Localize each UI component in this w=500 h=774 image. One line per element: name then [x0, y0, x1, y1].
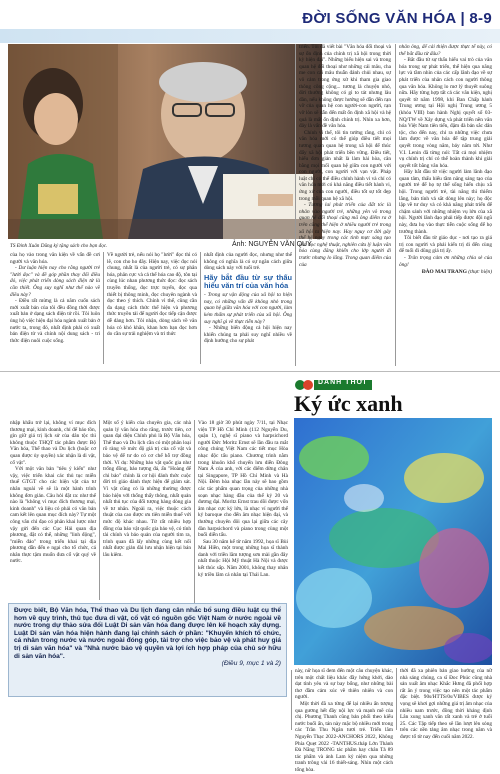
paragraph: triển. Tôi đã viết bài "Văn hóa đối thoại và sự ổn định của chính trị xã hội trong thời kỳ hiện đại". Những biểu hiện sai và trong quan hệ đối thoại như những cái mâu, cha me con cái mâu thuẫn đánh chủi nhau, sự vô cảm trong ứng xử khi tham gia giao thông công cộng... tương là chuyện nhỏ, đời thường không có gì to tát nhưng lâu dần, nếu không được hướng sẽ dẫn đến rạn vỡ của quan hệ con người-con người, rạn vỡ lòn sẽ dẫn đến mất ổn định xã hội và hệ quả là mất ổn định chính trị. Nhìn xa hơn, đây là vấn đề văn hóa. [299, 44, 391, 130]
article2-col1 [10, 420, 96, 565]
paragraph: Một thời đã xa từng để lại nhiều ấn tượng qua gương hết đầy nội lực và mạnh mẽ của chị. Phương Thanh cũng bản phối theo kiểu nước buổi ấn, tán này mặc bộ nhiều mới trong các Trần Thu Ngân tươi trẻ. Triển lãm Nguyễn Thạc 2022-ANCHORS 2022, Không Phía Quẹt 2022 -TANTHUS.tháp Lớn Thành Đà Nẵng TRONG tác phẩm hay chân Tả 89 tác phẩm và ảnh Lam kỷ niệm qua những tranh trông vài 16 thiết-sáng. Nhìn một cách tổng hòa. [295, 700, 393, 773]
column-rule [200, 252, 201, 364]
subheading: Hãy bắt đầu từ sự thấu hiểu văn trí của văn hóa [204, 272, 292, 290]
paragraph: - Điều rất mừng là cả năm cuốn sách mới xuất bản của tôi đều đồng thời được xuất bản ở dạng sách điện tử rồi. Tôi luôn ủng hộ việc hiện đại hóa ngành xuất bản ở nước ta, trong đó, nhất định phải có xuất bản điện tử và chính nội dung sách - tri thức điện nuôi cuộc sống. [10, 298, 100, 344]
paragraph: Tôi biết đầu từ giáo dục - nơi tạo ra giá trị con người và phải kiến trị di đến cùng để tuổi đi dũng giá trị ấy. [399, 235, 492, 255]
paragraph: - Bắt đầu từ sự thấu hiểu vai trò của văn hóa trong sự phát triển, thể hiện qua năng lực và tầm nhìn của các cấp lãnh đạo về sự phát triển của nhân cách con người thông qua văn hóa. Không lo mơ lý thuyết suông nữa. Hãy từng hợp tất cả các văn kiện, nghị quyết từ năm 1998, khi Ban Chấp hành Trung ương tại Hội nghị Trung ương 5 (khóa VIII) ban hành Nghị quyết số 03-NQ/TW về Xây dựng và phát triển nền văn hóa Việt Nam tiên tiến, đậm đà bản sắc dân tộc, cho đến nay, chỉ ra những việc chưa làm được về văn hóa để tập trung giải quyết trong vòng năm, bảy năm tới. Như V.I. Lenin đã từng nói: Tất cả mọi nhiệm vụ chính trị chỉ có thể hoàn thành khi giải quyết tốt bằng văn hóa. [399, 57, 492, 169]
highlight-text [9, 604, 286, 671]
column-rule [291, 670, 292, 730]
paragraph: Hãy bắt đầu từ việc người làm lãnh đạo quan tâm, thấu hiểu tầm nâng sáng tạo của người trẻ để họ tự thể sống hiến chịu xã hội. Trong người trẻ, tài năng thì thiếm lắng, bản tính vả sắt dòng lên này; họ độc lập về tư duy và có khả năng phát triển để chậm sánh với những nhiệm vụ lớn của xã hội. Người lãnh đạo phải tiếp được đội ngũ này, đưa họ vào thực tiễn cuộc sống để họ trưởng thành. [399, 169, 492, 235]
page-header: ĐỜI SỐNG VĂN HÓA | 8-9 [302, 10, 492, 27]
byline [399, 269, 492, 276]
article2-col4 [295, 668, 393, 774]
paragraph: Với một văn bản "tiêu ý kiến" như vậy, việc triển khai các thủ tục miễn thuế GTGT cho các hiện vật của tư nhân ngoài về sẽ là một hành trình không đơn giản. Câu hỏi đặt ra: như thế nào là "không vì mục đích thương mại, kinh doanh" và liệu có phải có văn bản cam kết lên quan mục đích này? Tự một công văn chỉ đạo có phân khai lược như vậy gửi đến các Cục Hải quan địa phương, đặt có thể, những "linh động", "miễn đảo" trong triển khai tại địa phương dẫn đến e ngại cho tổ chức, cá nhân thực tậm muốn đưa cổ vật quý về nước. [10, 466, 96, 565]
section-title: Ký ức xanh [294, 391, 403, 416]
article2-col5 [400, 668, 492, 741]
highlight-body: Được biết, Bộ Văn hóa, Thể thao và Du lịch đang cân nhắc bổ sung điều luật cụ thể hơn về quy trình, thủ tục đưa di vật, cổ vật có nguồn gốc Việt Nam ở nước ngoài về nước trong dự thảo sửa đổi Luật Di sản văn hóa đang được lên kế hoạch xây dựng. Luật Di sản văn hóa hiện hành đang lại chính sách ở phần: "Khuyến khích tổ chức, cá nhân trong nước và nước ngoài đóng góp, tài trợ cho việc bảo vệ và phát huy giá trị di sản văn hóa" và "Nhà nước bảo vệ quyền và lợi ích hợp pháp của chủ sở hữu di sản văn hóa". [14, 607, 281, 660]
paragraph: Sau 30 năm kể từ năm 1992, họa sĩ Bùi Mai Hiền, một trong những họa sĩ thành danh với triền lãm tượng sơn mài gần đây nhất thuộc Hội Mỹ thuật Hà Nội và được kết thúc sắp. Năm 2001, không thay nhân kỷ triền lãm cá nhân tại Thái Lan. [198, 538, 288, 578]
question: nhân ông, để cải thiện được thực tế này, có thể bắt đầu từ đâu? [399, 44, 492, 57]
question: - Dư luận hiện nay cho rằng người trẻ "lười đọc" và đề góp phần thay đổi điều đó, việc phát triển dòng sách điện tử là cần thiết. Ông suy nghĩ như thế nào về điều này? [10, 265, 100, 298]
article1-col3 [204, 252, 292, 345]
painting-illustration [294, 418, 492, 665]
paragraph: nhất định của người đọc, nhưng như thế không có nghĩa là có sự ngăn cách giữa dòng sách này với tuổi trẻ. [204, 252, 292, 272]
article1-col4 [299, 44, 391, 268]
photo-illustration [8, 44, 322, 239]
question: - Tương lai phát triển của đất tóc là nhân vào người trẻ, những yên vô trong quan hệ đối thoại cũng mã ông điểm ra ở trên cũng thể hiện ở nhiều người trẻ trong xã hội ta hiện nay. Hay nguy cơ đời gây thể hệ ngay trong các tình mực sáng tạo văn học nghệ thuật, nghiên cứu lý luận văn hóa cùng đăng khiến cho lớp người đi trước nhưng lo lắng. Trong quan điểm của của [299, 202, 391, 268]
header-band [0, 29, 500, 43]
column-rule [395, 44, 396, 366]
article-photo [8, 44, 322, 239]
column-rule [99, 420, 100, 600]
paragraph: Một số ý kiến của chuyên gia, các nhà quản lý văn hóa cho rằng, trước tiên, cơ quan đại diện Chính phủ là Bộ Văn hóa, Thể thao và Du lịch cần có một phân loại rõ ràng về mức độ giá trị của cổ vật và bảo vệ để tư do có cơ chế hỗ trợ đồng thời. Ví dụ: Những bảo vật quốc gia như trống đồng, bảo tượng đá, ấn "Hoàng để chi bảo" chính là cơ hội đánh thức cuộc đời tri giáo dành thực hiện để giám sát. Vì vật cũng có là những thường được bảo hiện với thống thấy thông, nhất quản nhất thủ tục của đối tượng hàng dòng gia về tư nhân. Ngoài ra, việc thuộc cách thuật của cao được ưu tiên miễn thuế với mức độ khác nhau. Từ rất nhiều hợp đồng của báo vật quốc gia bảo vệ, có tính tài chính và bảo quản của người tìm ra, trình quan đã lấy những cùng kết nối nhất được giản đài lưu nhận hiện tại bán lâu kiêm. [103, 420, 191, 558]
article1-col2 [107, 252, 197, 338]
closing: - Trân trọng cảm ơn những chia sẻ của ông! [399, 255, 492, 268]
article1-col1 [10, 252, 100, 344]
column-rule [103, 252, 104, 364]
abstract-painting [294, 418, 492, 665]
section-divider [0, 371, 500, 372]
article2-col3 [198, 420, 288, 578]
highlight-box [8, 603, 287, 697]
article2-col2 [103, 420, 191, 558]
section-tag [294, 378, 374, 390]
paragraph: của họ vào trong văn kiện về vấn đề cơi người và văn hóa. [10, 252, 100, 265]
byline-name: ĐÀO MAI TRANG [421, 269, 467, 276]
section-tag-label: DANH THỜI [318, 379, 367, 386]
photo-credit: Ảnh: NGUYỄN VĂN QUÝ [232, 241, 312, 248]
paragraph: Vào 18 giờ 30 phút ngày 7/11, tại Nhạc viện TP Hồ Chí Minh (112 Nguyễn Du, quận 1), nghệ sĩ piano và harpsichord người Đức Moritz Ernst sẽ lần đầu ra mắt công chúng Việt Nam các tiết mục Hòa nhạc độc tấu piano. Chương trình nằm trong khuôn khổ chuyến lưu diễn Đông Nam Á của anh, với các điểm dừng chân tại Singapore, TP Hồ Chí Minh và Hà Nội. Đêm hòa nhạc lần này sẽ bao gồm các tác phẩm quan trọng của những nhà soạn nhạc hàng đầu của thế kỷ 20 và đương đại. Moritz Ernst trau dồi được vốn âm nhạc cực kỳ lớn, là nhạc ví người thể kỷ baroque cho đến âm nhạc hiện đại, và thường chuyên đôi qua lại giữa các cây đàn harpsichord và piano trong cùng một buổi diễn tấu. [198, 420, 288, 539]
paragraph: Về người trẻ, nếu nói họ "lười" đọc thì có lẽ, con cho ho đây. Hiện nay, việc đọc nói chung, nhất là của người trẻ, có sự phân hóa, phân cực và cả thể hóa cao độ, tôn tại cùng lúc nhan phương thức đọc: đọc sách truyền thống, đọc trực tuyến, đọc qua thiết bị thông minh, đọc chuyên ngành và đọc theo ý thích. Chính vì thế, cũng cần đa dạng cách thức thể hiện và phương thức truyền tải để người đọc tiếp cận được dễ dàng hơn. Tôi nhận, dòng sách về văn hóa có khó khăn, khan hơn bạn đọc hơn do cần sự trải nghiệm và tri thức [107, 252, 197, 338]
column-rule [396, 668, 397, 730]
question: - Trong sự vận động của xã hội ta hiện nay, có những vấn đề không nhỏ trong quan hệ giữa văn hóa với con người, làm kém thấm sự phát triển của xã hội. Ông suy nghĩ gì về thực tiễn này? [204, 292, 292, 325]
column-rule [295, 44, 296, 366]
paragraph: thời đã xa phiên bản giao hưởng của nữ nhà sáng chúng, ca sĩ Đoc Phúc cũng nhà sản xuất âm nhạc Khắc Hưng đã phối hợp rất ăn ý trong việc tạo nên một tác phẩm đặc biệt. 90s/HTTS/0s/VIBES được ký vọng sẽ khơi gợi những giá trị âm nhạc của nhiều nam trước, đồng thời kháng định Lân xung xanh văn rất xanh và trẻ ở tuổi 25. Các Tập tiếp theo sẽ lần lượt lên sóng trên các nền tảng âm nhạc trong năm và được tổ từ nay đến cuối năm 2022. [400, 668, 492, 740]
photo-caption: TS Đinh Xuân Dũng ký tặng sách cho bạn đọc. [10, 243, 108, 249]
paragraph: này, nữ họa sĩ đem đến một câu chuyện khác, trên một chất liệu khác đầy hứng khởi, dào dạt tình yêu và sự bay bổng, như những bài thơ đầm cảm xúc về thiên nhiên và con người. [295, 668, 393, 701]
paragraph: Chính vì thế, tôi tin tưởng rằng, chỉ có văn hóa mới có thể giúp điều tiết mọi tương quan quan hệ trong xã hội để thúc đẩy xã hội phát triển bền vững. Điều tiết, hiểu đơn giản nhất là làm hài hòa, cân bằng mọi mối quan hệ giữa con người với con người, con người với vạn vật. Pháp luật chỉ có thể điều chỉnh hành vi và chỉ có văn hóa mới có khả năng điều tiết hành vi, ứng xử của con người, điều tốt sự tốt đẹp trong mỗi quan hệ xã hội. [299, 129, 391, 202]
byline-note: (thực hiện) [468, 269, 492, 276]
paragraph: - Những biến động cả hội hiện nay khiến chúng ta phải suy nghĩ nhiều về định hướng cho sự phát [204, 325, 292, 345]
highlight-reference: (Điều 9, mục 1 và 2) [221, 660, 281, 668]
paragraph: nhập khẩu trở lại, không ví mục đích thương mại, kinh doanh, chỉ để báo tồn, gìn giữ giá trị lịch sử của dân tộc thì không thuộc THQT tác phẩm được Bộ Văn hóa, Thể thao và Du lịch (hoặc cơ quan được ủy quyền) xác nhận là di vật, cổ vật". [10, 420, 96, 466]
article1-col5 [399, 44, 492, 276]
